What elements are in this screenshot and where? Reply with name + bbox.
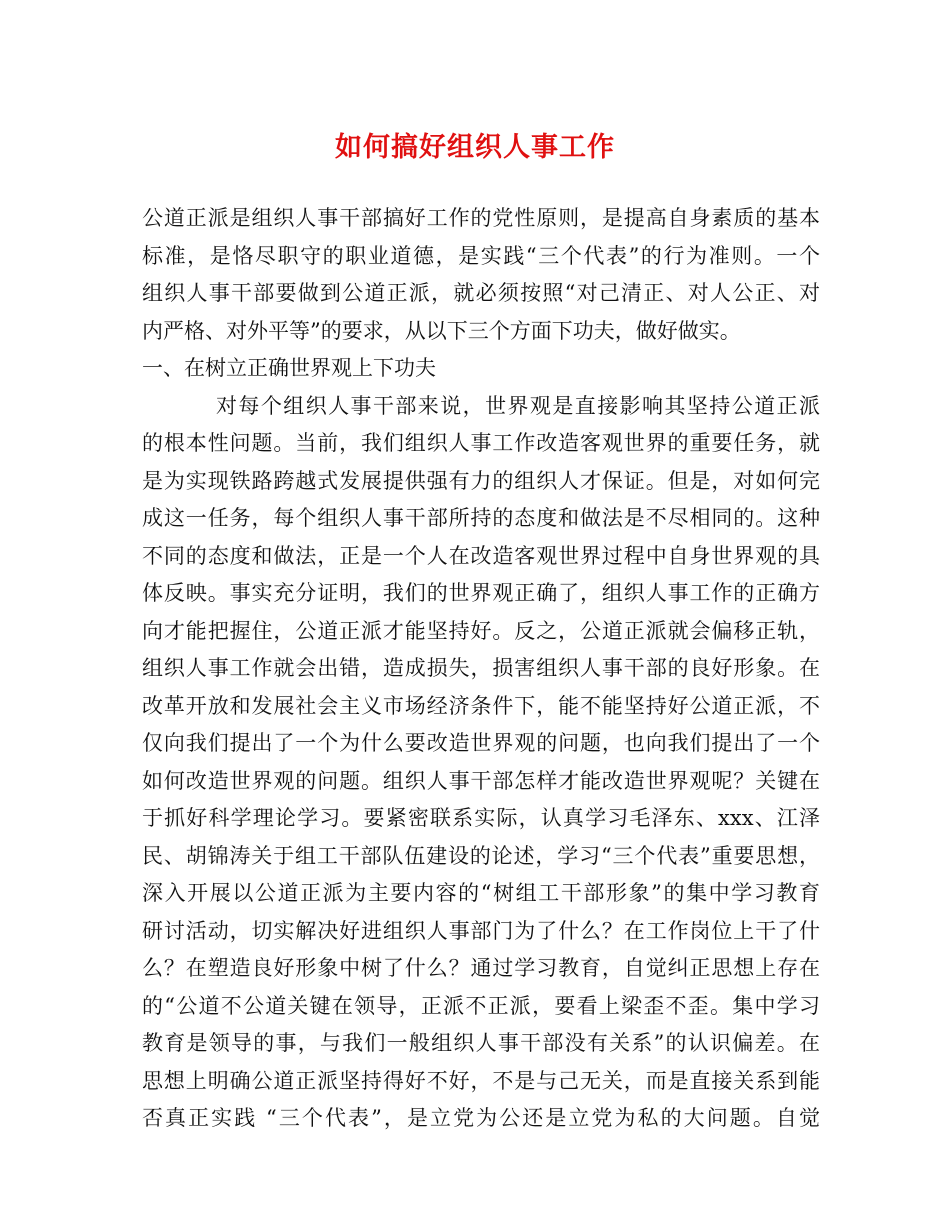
section-heading: 一、在树立正确世界观上下功夫 <box>142 356 436 380</box>
body-line: 体反映。事实充分证明，我们的世界观正确了，组织人事工作的正确方 <box>142 581 820 605</box>
body-line: 于抓好科学理论学习。要紧密联系实际，认真学习毛泽东、xxx、江泽 <box>142 806 820 830</box>
body-line: 教育是领导的事，与我们一般组织人事干部没有关系”的认识偏差。在 <box>142 1031 820 1055</box>
document-body <box>142 200 820 1138</box>
body-line: 标准，是恪尽职守的职业道德，是实践“三个代表”的行为准则。一个 <box>142 243 820 268</box>
body-line: 对每个组织人事干部来说，世界观是直接影响其坚持公道正派 <box>216 393 820 418</box>
body-line: 如何改造世界观的问题。组织人事干部怎样才能改造世界观呢？关键在 <box>142 768 820 793</box>
body-line: 不同的态度和做法，正是一个人在改造客观世界过程中自身世界观的具 <box>142 543 820 568</box>
body-line: 民、胡锦涛关于组工干部队伍建设的论述，学习“三个代表”重要思想， <box>142 843 820 868</box>
body-line: 组织人事干部要做到公道正派，就必须按照“对己清正、对人公正、对 <box>142 281 820 305</box>
body-line: 否真正实践 “三个代表”，是立党为公还是立党为私的大问题。自觉 <box>142 1106 820 1130</box>
body-line: 么？在塑造良好形象中树了什么？通过学习教育，自觉纠正思想上存在 <box>142 956 820 980</box>
body-line: 改革开放和发展社会主义市场经济条件下，能不能坚持好公道正派，不 <box>142 693 820 718</box>
body-line: 仅向我们提出了一个为什么要改造世界观的问题，也向我们提出了一个 <box>142 731 820 755</box>
body-line: 的“公道不公道关键在领导，正派不正派，要看上梁歪不歪。集中学习 <box>142 993 820 1018</box>
body-line: 向才能把握住，公道正派才能坚持好。反之，公道正派就会偏移正轨， <box>142 618 820 643</box>
body-line: 公道正派是组织人事干部搞好工作的党性原则，是提高自身素质的基本 <box>142 206 820 230</box>
body-line: 组织人事工作就会出错，造成损失，损害组织人事干部的良好形象。在 <box>142 656 820 680</box>
body-line: 研讨活动，切实解决好进组织人事部门为了什么？在工作岗位上干了什 <box>142 918 820 943</box>
document-title: 如何搞好组织人事工作 <box>335 132 615 163</box>
body-line: 深入开展以公道正派为主要内容的“树组工干部形象”的集中学习教育 <box>142 881 820 905</box>
body-line: 成这一任务，每个组织人事干部所持的态度和做法是不尽相同的。这种 <box>142 506 820 530</box>
body-line: 的根本性问题。当前，我们组织人事工作改造客观世界的重要任务，就 <box>142 431 820 455</box>
body-line: 思想上明确公道正派坚持得好不好，不是与己无关，而是直接关系到能 <box>142 1068 820 1093</box>
body-line: 内严格、对外平等”的要求，从以下三个方面下功夫，做好做实。 <box>142 318 741 343</box>
body-line: 是为实现铁路跨越式发展提供强有力的组织人才保证。但是，对如何完 <box>142 468 820 493</box>
